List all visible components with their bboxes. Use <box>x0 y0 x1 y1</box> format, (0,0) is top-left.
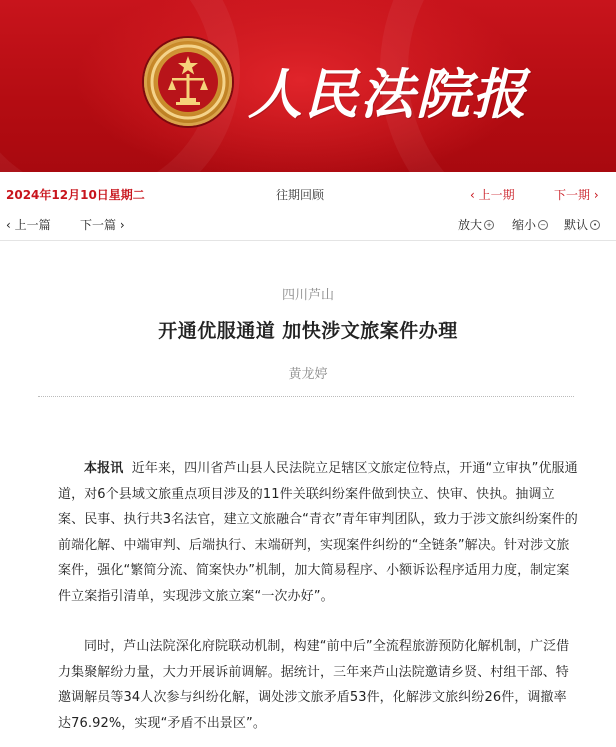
masthead <box>0 0 616 172</box>
archive-link[interactable]: 往期回顾 <box>276 188 325 202</box>
next-article-link[interactable]: 下一篇 › <box>80 218 125 232</box>
paper-name: 人民法院报 <box>248 61 528 126</box>
issue-date: 2024年12月10日星期二 <box>6 188 145 202</box>
lead-tag: 本报讯 <box>84 461 124 476</box>
article-author: 黄龙婷 <box>288 367 328 382</box>
plus-circle-icon: + <box>484 220 494 230</box>
minus-circle-icon: − <box>538 220 548 230</box>
zoom-out-button[interactable] <box>512 216 548 233</box>
court-emblem-icon <box>144 38 232 126</box>
article-body <box>58 456 578 736</box>
default-size-label: 默认 <box>564 218 589 232</box>
article-paragraph: 同时，芦山法院深化府院联动机制，构建“前中后”全流程旅游预防化解机制，广泛借力集聚解纷力量，大力开展诉前调解。据统计，三年来芦山法院邀请乡贤、村组干部、特邀调解员等34人次参与纠纷化解，调处涉文旅矛盾53件，化解涉文旅纠纷26件，调撤率达76.92%，实现“矛盾不出景区”。 <box>58 639 570 731</box>
article-headline: 开通优服通道 加快涉文旅案件办理 <box>158 320 458 342</box>
zoom-out-label: 缩小 <box>512 218 537 232</box>
zoom-in-button[interactable] <box>458 216 494 233</box>
paragraph-text: 近年来，四川省芦山县人民法院立足辖区文旅定位特点，开通“立审执”优服通道，对6个县域文旅重点项目涉及的11件关联纠纷案件做到快立、快审、快执。抽调立案、民事、执行共3名法官，建立文旅融合“青衣”青年审判团队，致力于涉文旅纠纷案件的前端化解、中端审判、后端执行、末端研判，实现案件纠纷的“全链条”解决。针对涉文旅案件，强化“繁简分流、简案快办”机制，加大简易程序、小额诉讼程序适用力度，制定案件立案指引清单，实现涉文旅立案“一次办好”。 <box>58 461 578 604</box>
divider <box>0 240 616 241</box>
default-size-button[interactable] <box>564 216 600 233</box>
dotted-divider <box>38 396 574 397</box>
dot-circle-icon: • <box>590 220 600 230</box>
issue-bar <box>0 172 616 212</box>
article-column-label: 四川芦山 <box>281 288 334 303</box>
zoom-in-label: 放大 <box>458 218 483 232</box>
prev-article-link[interactable]: ‹ 上一篇 <box>6 218 51 232</box>
prev-issue-link[interactable]: ‹ 上一期 <box>470 188 515 202</box>
article-paragraph <box>58 456 578 609</box>
article-toolbar <box>0 212 616 238</box>
next-issue-link[interactable]: 下一期 › <box>554 188 599 202</box>
